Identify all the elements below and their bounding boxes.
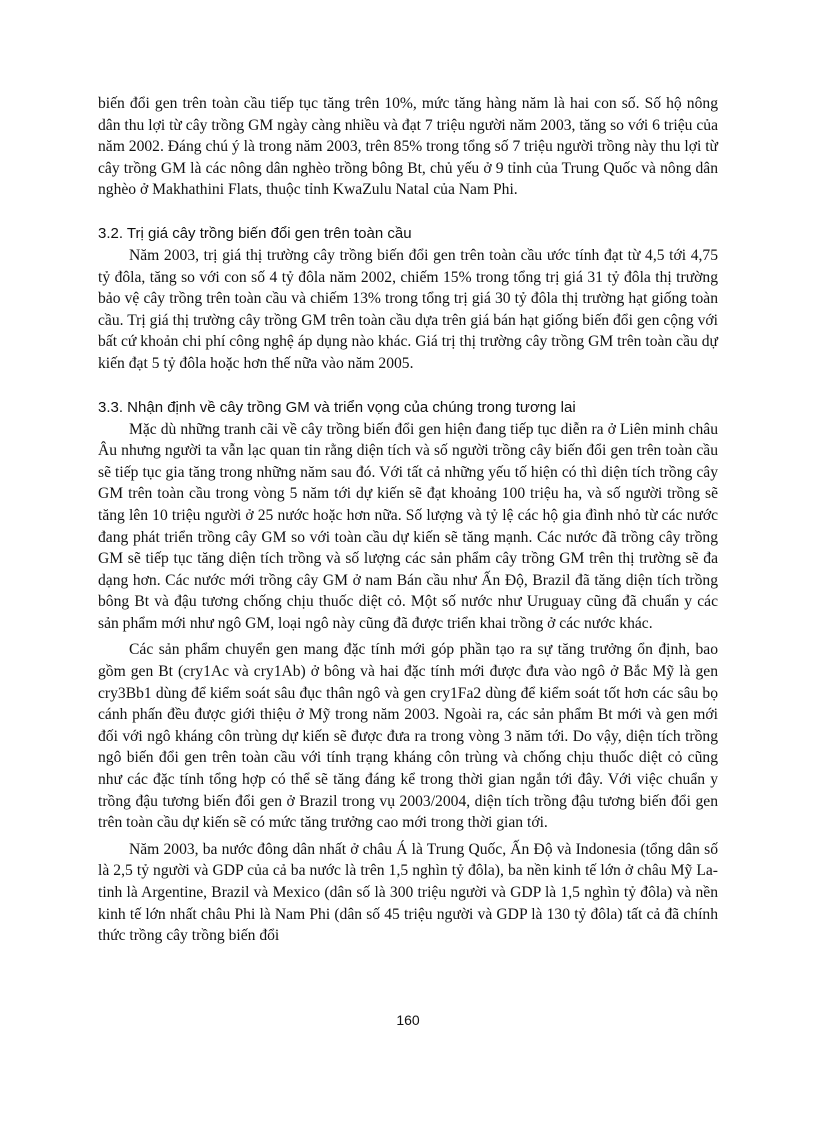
- paragraph-market-value: Năm 2003, trị giá thị trường cây trồng biến đổi gen trên toàn cầu ước tính đạt từ 4,5 tới 4,75 tỷ đôla, tăng so với con số 4 tỷ đôla năm 2002, chiếm 15% trong tổng trị giá 31 tỷ đôla thị trường bảo vệ cây trồng trên toàn cầu và chiếm 13% trong tổng trị giá 30 tỷ đôla thị trường hạt giống toàn cầu. Trị giá thị trường cây trồng GM trên toàn cầu dựa trên giá bán hạt giống biến đổi gen cộng với bất cứ khoản chi phí công nghệ áp dụng nào khác. Giá trị thị trường cây trồng GM trên toàn cầu dự kiến đạt 5 tỷ đôla hoặc hơn thế nữa vào năm 2005.: [98, 246, 718, 372]
- document-body: [98, 93, 718, 947]
- paragraph-outlook: Mặc dù những tranh cãi về cây trồng biến đổi gen hiện đang tiếp tục diễn ra ở Liên minh châu Âu nhưng người ta vẫn lạc quan tin rằng diện tích và số người trồng cây biến đổi gen trên toàn cầu sẽ tiếp tục gia tăng trong những năm sau đó. Với tất cả những yếu tố hiện có thì diện tích trồng cây GM trên toàn cầu trong vòng 5 năm tới dự kiến sẽ đạt khoảng 100 triệu ha, và số người trồng sẽ tăng lên 10 triệu người ở 25 nước hoặc hơn nữa. Số lượng và tỷ lệ các hộ gia đình nhỏ từ các nước đang phát triển trồng cây GM so với toàn cầu dự kiến sẽ tăng mạnh. Các nước đã trồng cây trồng GM sẽ tiếp tục tăng diện tích trồng và số lượng các sản phẩm cây trồng GM trên thị trường sẽ đa dạng hơn. Các nước mới trồng cây GM ở nam Bán cầu như Ấn Độ, Brazil đã tăng diện tích trồng bông Bt và đậu tương chống chịu thuốc diệt cỏ. Một số nước như Uruguay cũng đã chuẩn y các sản phẩm mới như ngô GM, loại ngô này cũng đã được triển khai trồng ở các nước khác.: [98, 420, 718, 632]
- paragraph-intro: biến đổi gen trên toàn cầu tiếp tục tăng trên 10%, mức tăng hàng năm là hai con số. Số hộ nông dân thu lợi từ cây trồng GM ngày càng nhiều và đạt 7 triệu người năm 2003, tăng so với 6 triệu của năm 2002. Đáng chú ý là trong năm 2003, trên 85% trong tổng số 7 triệu người trồng này thu lợi từ cây trồng GM là các nông dân nghèo trồng bông Bt, chủ yếu ở 9 tỉnh của Trung Quốc và nông dân nghèo ở Makhathini Flats, thuộc tỉnh KwaZulu Natal của Nam Phi.: [98, 95, 718, 199]
- paragraph-new-traits: Các sản phẩm chuyển gen mang đặc tính mới góp phần tạo ra sự tăng trưởng ổn định, bao gồm gen Bt (cry1Ac và cry1Ab) ở bông và hai đặc tính mới được đưa vào ngô ở Bắc Mỹ là gen cry3Bb1 dùng để kiểm soát sâu đục thân ngô và gen cry1Fa2 dùng để kiểm soát tốt hơn các sâu bọ cánh phấn đều được giới thiệu ở Mỹ trong năm 2003. Ngoài ra, các sản phẩm Bt mới và gen mới đối với ngô kháng côn trùng dự kiến sẽ được đưa ra trong vòng 3 năm tới. Do vậy, diện tích trồng ngô biến đổi gen trên toàn cầu với tính trạng kháng côn trùng và chống chịu thuốc diệt cỏ cũng như các đặc tính tổng hợp có thể sẽ tăng đáng kể trong thời gian ngắn tới đây. Với việc chuẩn y trồng đậu tương biến đổi gen ở Brazil trong vụ 2003/2004, diện tích trồng đậu tương biến đổi gen trên toàn cầu dự kiến sẽ có mức tăng trưởng cao mới trong thời gian tới.: [98, 641, 718, 832]
- page-number: 160: [396, 1012, 420, 1028]
- section-heading-3-2: 3.2. Trị giá cây trồng biến đổi gen trên toàn cầu: [98, 224, 412, 242]
- section-heading-3-3: 3.3. Nhận định về cây trồng GM và triển vọng của chúng trong tương lai: [98, 398, 576, 416]
- paragraph-populous-countries: Năm 2003, ba nước đông dân nhất ở châu Á là Trung Quốc, Ấn Độ và Indonesia (tổng dân số là 2,5 tỷ người và GDP của cả ba nước là trên 1,5 nghìn tỷ đôla), ba nền kinh tế lớn ở châu Mỹ La-tinh là Argentine, Brazil và Mexico (dân số là 300 triệu người và GDP là 1,5 nghìn tỷ đôla) và nền kinh tế lớn nhất châu Phi là Nam Phi (dân số 45 triệu người và GDP là 130 tỷ đôla) tất cả đã chính thức trồng cây trồng biến đổi: [98, 840, 718, 945]
